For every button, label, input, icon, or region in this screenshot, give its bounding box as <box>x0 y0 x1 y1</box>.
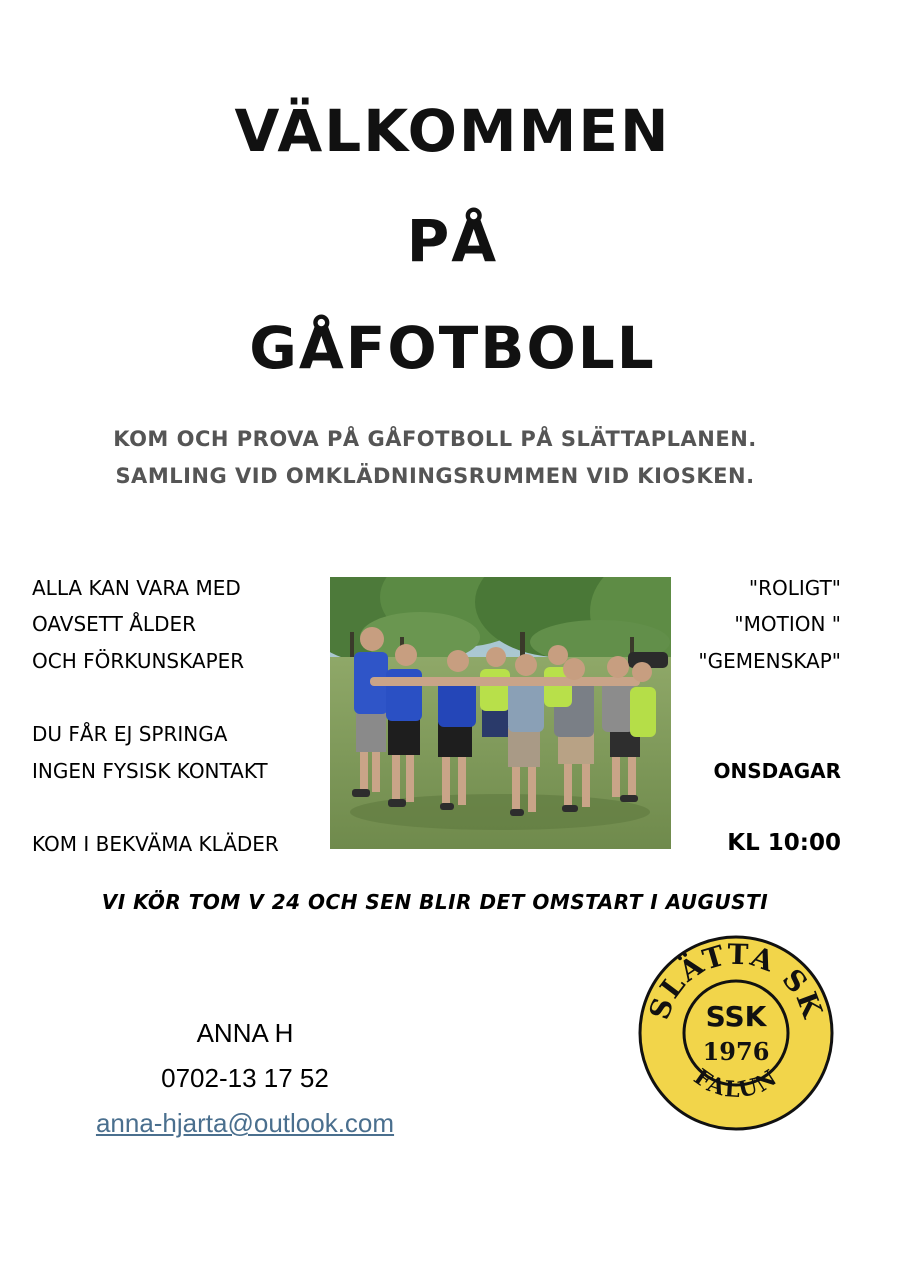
info-any-age: OAVSETT ÅLDER <box>32 612 197 636</box>
keyword-exercise: "MOTION " <box>734 612 841 636</box>
logo-bottom-text: FALUN <box>688 1063 784 1104</box>
info-any-experience: OCH FÖRKUNSKAPER <box>32 649 245 673</box>
title-line-2: PÅ <box>406 207 499 275</box>
title-line-3: GÅFOTBOLL <box>249 314 656 382</box>
season-note: VI KÖR TOM V 24 OCH SEN BLIR DET OMSTART I AUGUSTI <box>101 890 769 914</box>
info-comfortable-clothes: KOM I BEKVÄMA KLÄDER <box>32 832 279 856</box>
contact-phone: 0702-13 17 52 <box>161 1063 329 1093</box>
info-all-welcome: ALLA KAN VARA MED <box>32 576 241 600</box>
rule-no-contact: INGEN FYSISK KONTAKT <box>32 759 268 783</box>
keyword-community: "GEMENSKAP" <box>698 649 841 673</box>
intro-line-2: SAMLING VID OMKLÄDNINGSRUMMEN VID KIOSKEN. <box>115 464 755 488</box>
club-logo <box>637 934 835 1132</box>
logo-top-text: SLÄTTA SK <box>642 937 830 1024</box>
rule-no-running: DU FÅR EJ SPRINGA <box>32 722 228 746</box>
contact-name: ANNA H <box>196 1018 294 1048</box>
intro-line-1: KOM OCH PROVA PÅ GÅFOTBOLL PÅ SLÄTTAPLANEN. <box>113 427 757 451</box>
schedule-time: KL 10:00 <box>727 830 841 856</box>
title-line-1: VÄLKOMMEN <box>234 97 671 165</box>
keyword-fun: "ROLIGT" <box>748 576 841 600</box>
schedule-day: ONSDAGAR <box>713 759 841 783</box>
logo-center-text: SSK <box>705 1000 767 1033</box>
contact-email-link[interactable]: anna-hjarta@outlook.com <box>95 1108 395 1138</box>
team-huddle-photo <box>330 577 671 849</box>
logo-year: 1976 <box>702 1037 770 1066</box>
